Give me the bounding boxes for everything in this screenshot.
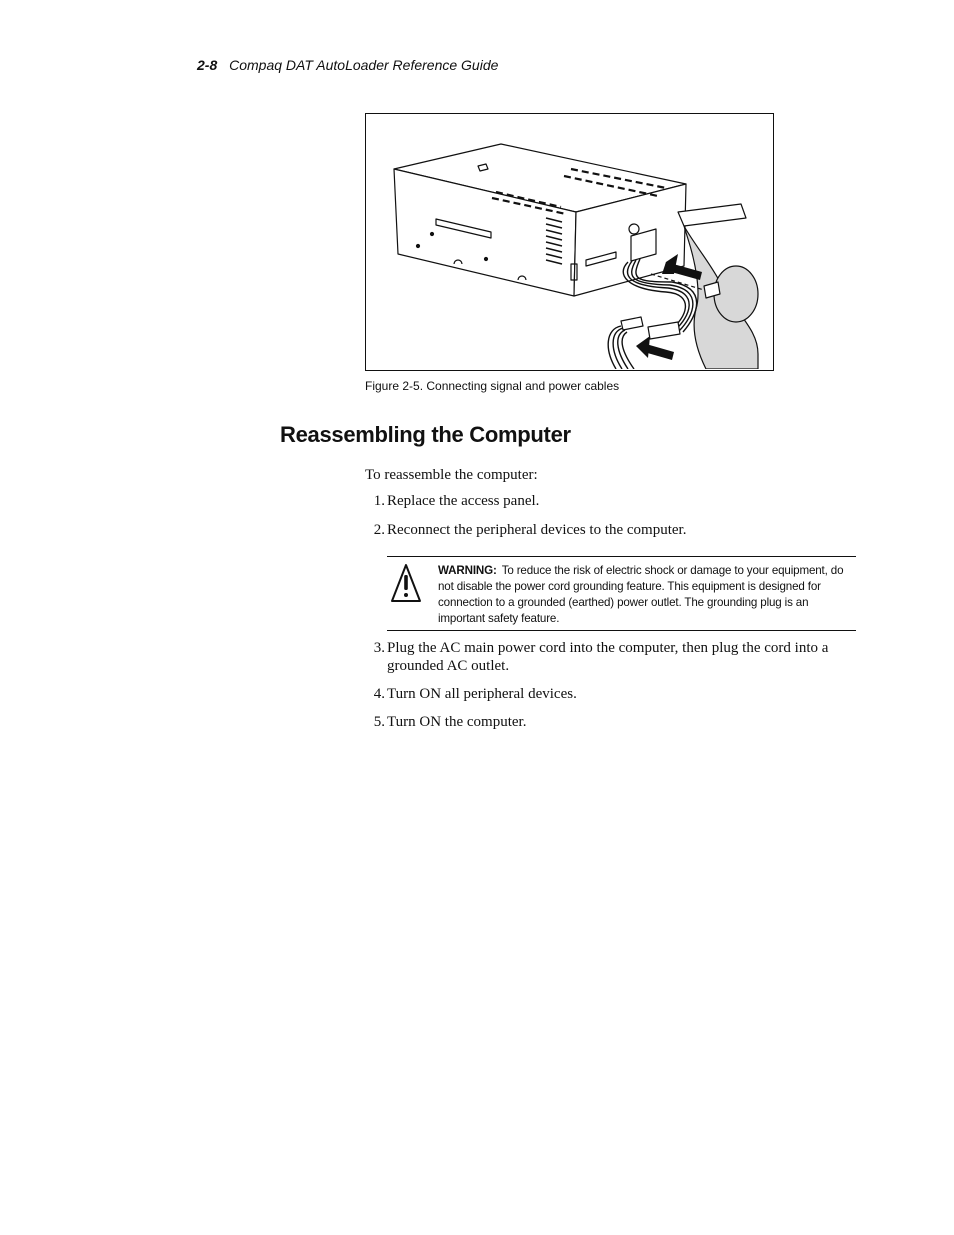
step-text: Replace the access panel. bbox=[387, 493, 540, 509]
step-text: Reconnect the peripheral devices to the computer. bbox=[387, 522, 687, 538]
step-number: 5. bbox=[373, 714, 385, 730]
step-text: Plug the AC main power cord into the computer, then plug the cord into a grounded AC outlet. bbox=[387, 640, 829, 674]
section-title: Reassembling the Computer bbox=[280, 422, 571, 447]
running-header bbox=[197, 57, 498, 73]
warning-text-block bbox=[438, 563, 856, 627]
list-item bbox=[365, 685, 855, 703]
warning-triangle-icon bbox=[390, 563, 422, 603]
warning-label: WARNING: bbox=[438, 564, 497, 577]
step-text: Turn ON all peripheral devices. bbox=[387, 686, 577, 702]
figure-illustration bbox=[365, 113, 774, 371]
step-number: 2. bbox=[373, 522, 385, 538]
step-number: 3. bbox=[373, 640, 385, 656]
step-number: 1. bbox=[373, 493, 385, 509]
warning-body: To reduce the risk of electric shock or damage to your equipment, do not disable the power cord grounding feature. This equipment is designed for connection to a grounded (earthed) power outlet. The grounding plug is an important safety feature. bbox=[438, 564, 844, 625]
intro-text: To reassemble the computer: bbox=[365, 467, 538, 483]
list-item bbox=[365, 521, 855, 539]
step-number: 4. bbox=[373, 686, 385, 702]
step-text: Turn ON the computer. bbox=[387, 714, 527, 730]
list-item bbox=[365, 492, 855, 510]
book-title: Compaq DAT AutoLoader Reference Guide bbox=[229, 57, 499, 73]
page-number: 2-8 bbox=[197, 57, 218, 73]
warning-box bbox=[387, 556, 856, 631]
drive-cable-illustration bbox=[366, 114, 772, 369]
list-item bbox=[365, 639, 855, 675]
list-item bbox=[365, 713, 855, 731]
figure-caption: Figure 2-5. Connecting signal and power cables bbox=[365, 379, 620, 393]
